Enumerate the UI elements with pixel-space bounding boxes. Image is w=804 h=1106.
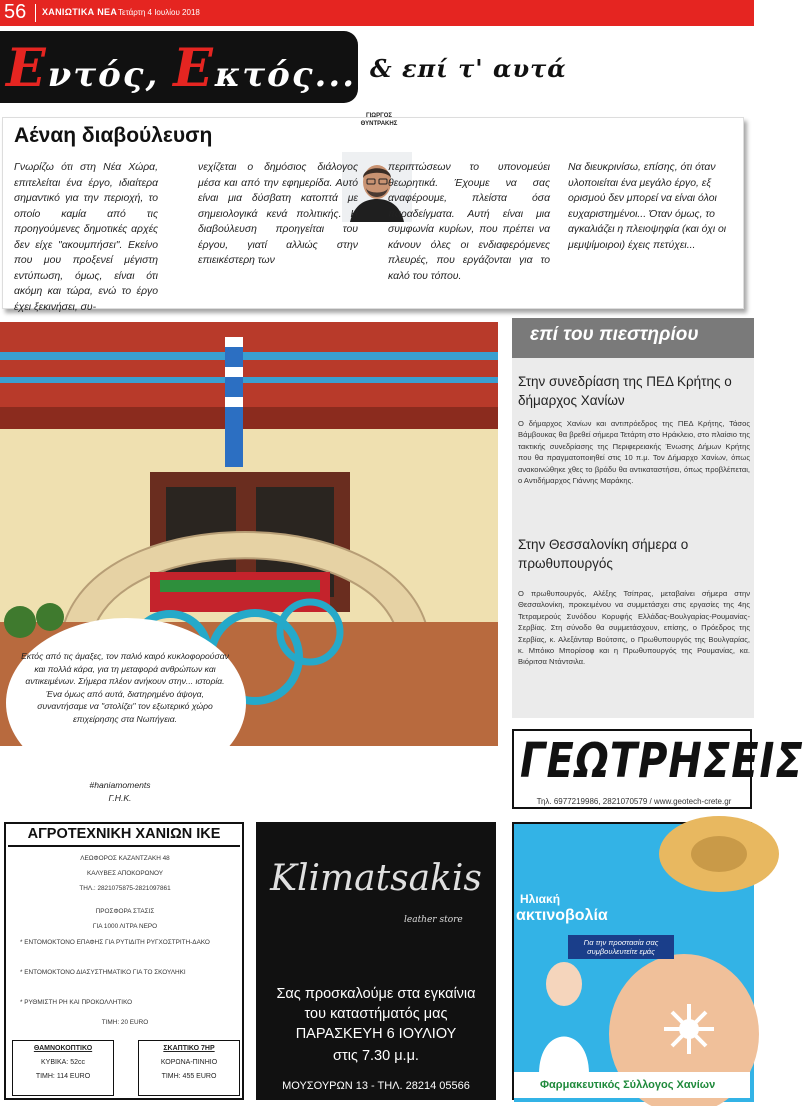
photo-hashtag: #haniamoments [89, 780, 151, 790]
photo-caption: Εκτός από τις άμαξες, τον παλιό καιρό κυκλοφορούσαν και πολλά κάρα, για τη μεταφορά ανθρώπων και αντικειμένων. Σήμερα πλέον ανήκουν στην... ιστορία. Ένα όμως από αυτά, διατηρημένο άψογα, συναντήσαμε να "στολίζει" τον εξωτερικό χώρο επιχείρησης στα Νωπήγεια. [21, 651, 229, 724]
news-headline: Στην συνεδρίαση της ΠΕΔ Κρήτης ο δήμαρχος Χανίων [518, 374, 732, 408]
author-name: ΓΙΩΡΓΟΣ ΘΥΝΤΡΑΚΗΣ [360, 113, 398, 127]
section-title-initial-2: Ε [173, 38, 215, 99]
photo-credit: Γ.Η.Κ. [108, 793, 132, 803]
ad-agrotechniki-product-box [138, 1040, 240, 1096]
paper-name: ΧΑΝΙΩΤΙΚΑ ΝΕΑ [42, 7, 118, 17]
ad-klimatsakis-address: ΜΟΥΣΟΥΡΩΝ 13 - ΤΗΛ. 28214 05566 [282, 1080, 470, 1092]
section-subtitle: & επί τ' αυτά [370, 54, 567, 83]
ad-pharmacists-subtitle: Για την προστασία σας συμβουλευτείτε εμάς [568, 935, 674, 959]
header-divider [35, 4, 36, 22]
ad-agrotechniki-item: * ΡΥΘΜΙΣΤΗ PH ΚΑΙ ΠΡΟΚΟΛΛΗΤΙΚΟ [20, 999, 133, 1006]
column-text-2: νεχίζεται ο δημόσιος διάλογος μέσα και από την εφημερίδα. Αυτό είναι μια δύσβατη κατοπτά με σημειολογικά κενά πολιτικής. Η διαβούλευση προηγείται του έργου, γιατί αλλιώς στην επιεικέστερη των [198, 162, 358, 266]
news-body: Ο πρωθυπουργός, Αλέξης Τσίπρας, μεταβαίνει σήμερα στην Θεσσαλονίκη, προκειμένου να συμμετάσχει στις εργασίες της 4ης Τετραμερούς Συνόδου Κορυφής Ελλάδας-Βουλγαρίας-Ρουμανίας-Σερβίας. Στη σύνοδο θα συμμετάσχουν, επίσης, ο Πρόεδρος της Σερβίας, κ. Αλεξάνταρ Βούτσιτς, ο Πρωθυπουργός της Βουλγαρίας, κ. Μπόικο Μπορίσοφ και η Πρωθυπουργός της Ρουμανίας, κα. Βιόριτσα Ντάντσιλα. [518, 589, 750, 667]
ad-agrotechniki-offer-title: ΠΡΟΣΦΟΡΑ ΣΤΑΣΙΣ [95, 908, 155, 915]
ad-pharmacists [512, 822, 752, 1100]
news-banner-title: επί του πιεστηρίου [530, 324, 699, 345]
ad-agrotechniki-title: ΑΓΡΟΤΕΧΝΙΚΗ ΧΑΝΙΩΝ ΙΚΕ [8, 826, 240, 847]
ad-klimatsakis-line: ΠΑΡΑΣΚΕΥΗ 6 ΙΟΥΛΙΟΥ [295, 1026, 457, 1042]
column-text-4: Να διευκρινίσω, επίσης, ότι όταν υλοποιείται ένα μεγάλο έργο, εξ ορισμού δεν μπορεί να είναι όλοι ευχαριστημένοι... Όταν όμως, το αγκαλιάζει η πλειοψηφία (και όχι οι μεμψίμοιροι) έχεις πετύχει... [568, 162, 727, 251]
section-title-initial-1: Ε [6, 38, 48, 99]
issue-date: Τετάρτη 4 Ιουλίου 2018 [118, 8, 200, 17]
ad-agrotechniki-address: ΛΕΩΦΟΡΟΣ ΚΑΖΑΝΤΖΑΚΗ 48 [80, 855, 170, 862]
ad-pharmacists-illustration [514, 824, 754, 1102]
ad-geotriseis-contact: Τηλ. 6977219986, 2821070579 / www.geotech-crete.gr [536, 797, 732, 806]
product-title: ΘΑΜΝΟΚΟΠΤΙΚΟ [33, 1045, 93, 1052]
ad-klimatsakis-tagline: leather store [404, 915, 463, 925]
product-price: ΤΙΜΗ: 114 EURO [35, 1073, 91, 1080]
ad-pharmacists-title: ακτινοβολία [516, 907, 608, 924]
column-title: Αέναη διαβούλευση [14, 124, 213, 147]
page-number: 56 [4, 1, 27, 23]
column-text-1: Γνωρίζω ότι στη Νέα Χώρα, επιτελείται ένα έργο, ιδιαίτερα σημαντικό για την περιοχή, το οποίο καμία από τις προηγούμενες δημοτικές αρχές δεν είχε "ακουμπήσει". Εκείνο που μου προξενεί μέγιστη εντύπωση, όμως, είναι ότι ακόμη και τώρα, ενώ το έργο έχει ξεκινήσει, συ- [14, 162, 158, 313]
news-body: Ο δήμαρχος Χανίων και αντιπρόεδρος της ΠΕΔ Κρήτης, Τάσος Βάμβουκας θα βρεθεί σήμερα Τετάρτη στο Ηράκλειο, στο πλαίσιο της τακτικής συνεδρίασης της Περιφερειακής Ένωσης Δήμων Κρήτης που θα πραγματοποιηθεί στις 10 π.μ. Τον Δήμαρχο Χανίων, όπως ανακοινώθηκε χθες το βράδυ θα αντικαταστήσει, όπως προβλέπεται, ο Αντιδήμαρχος Γιάννης Μαράκης. [518, 419, 750, 486]
product-title: ΣΚΑΠΤΙΚΟ 7HP [163, 1045, 215, 1052]
column-text-3: περιπτώσεων το υπονομεύει θεωρητικά. Έχουμε να σας αναφέρουμε, πλείστα όσα παραδείγματα. Αυτή είναι μια συμφωνία κυρίων, που πρέπει να κάνουν όλες οι ενδιαφερόμενες πλευρές, που εργάζονται για το καλό του τόπου. [388, 162, 550, 282]
ad-agrotechniki-phone: ΤΗΛ.: 2821075875-2821097861 [79, 885, 171, 892]
product-spec: ΚΟΡΩΝΑ-ΠΙΝΗΙΟ [160, 1059, 218, 1066]
ad-agrotechniki-item: * ΕΝΤΟΜΟΚΤΟΝΟ ΔΙΑΣΥΣΤΗΜΑΤΙΚΟ ΓΙΑ ΤΟ ΣΚΟΥΛΗΚΙ [20, 969, 186, 976]
ad-klimatsakis-brand: Klimatsakis [270, 858, 482, 899]
section-title [6, 38, 356, 99]
ad-agrotechniki-price: ΤΙΜΗ: 20 EURO [101, 1019, 149, 1026]
ad-klimatsakis-line: Σας προσκαλούμε στα εγκαίνια [276, 986, 476, 1002]
product-spec: ΚΥΒΙΚΑ: 52cc [41, 1059, 85, 1066]
ad-geotriseis-brand: ΓΕΩΤΡΗΣΕΙΣ [520, 734, 804, 790]
ad-agrotechniki-item: * ΕΝΤΟΜΟΚΤΟΝΟ ΕΠΑΦΗΣ ΓΙΑ ΡΥΤΙΔΙΤΗ ΡΥΓΧΟΣΤΡΙΤΗ-ΔΑΚΟ [20, 939, 210, 946]
ad-klimatsakis-line: στις 7.30 μ.μ. [333, 1048, 419, 1064]
ad-agrotechniki-city: ΚΑΛΥΒΕΣ ΑΠΟΚΟΡΩΝΟΥ [86, 870, 164, 877]
section-title-part-2: κτός... [214, 55, 357, 95]
ad-klimatsakis-line: του καταστήματός μας [304, 1006, 448, 1022]
ad-pharmacists-title: Ηλιακή [520, 892, 561, 906]
section-title-part-1: ντός, [47, 55, 174, 95]
ad-agrotechniki-offer-qty: ΓΙΑ 1000 ΛΙΤΡΑ ΝΕΡΟ [92, 923, 158, 930]
product-price: ΤΙΜΗ: 455 EURO [161, 1073, 217, 1080]
ad-agrotechniki-product-box [12, 1040, 114, 1096]
ad-pharmacists-footer-text: Φαρμακευτικός Σύλλογος Χανίων [540, 1079, 716, 1091]
news-headline: Στην Θεσσαλονίκη σήμερα ο πρωθυπουργός [518, 537, 689, 571]
